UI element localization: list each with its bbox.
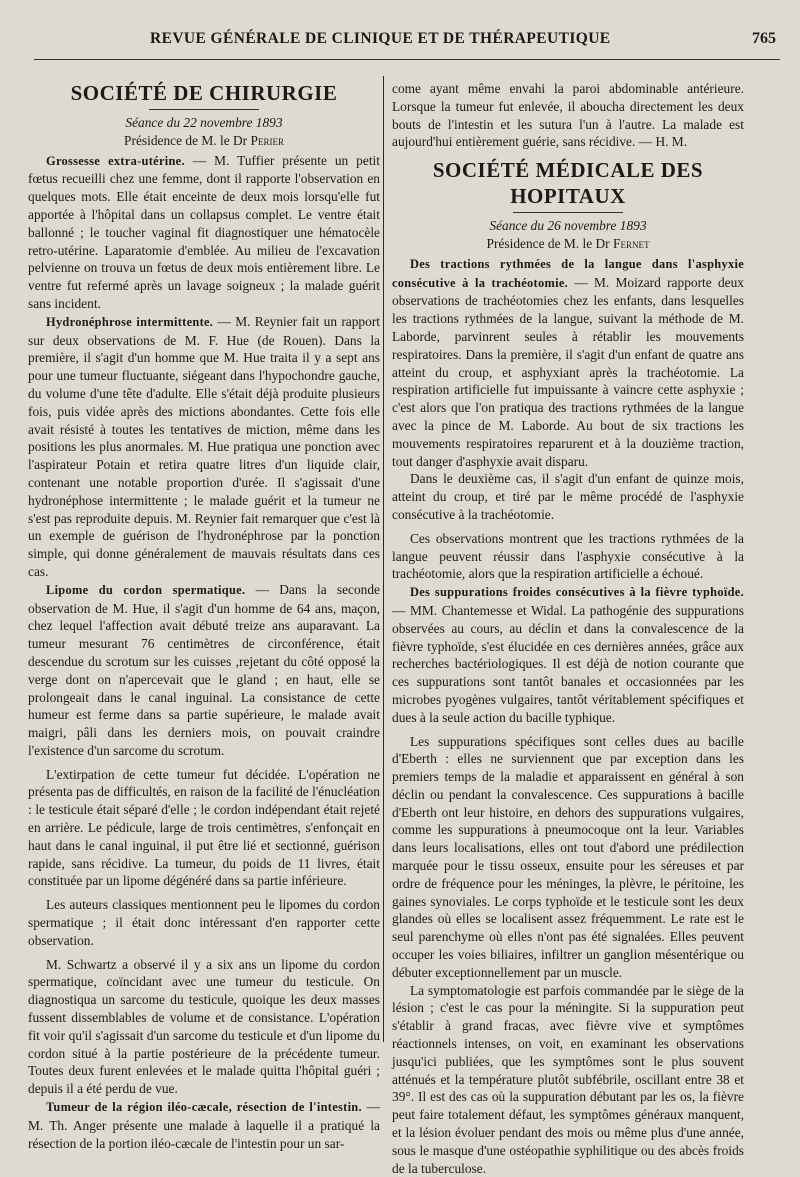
paragraph: Les suppurations spécifiques sont celles dues au bacille d'Eberth : elles ne surviennent que par exception dans les premiers temps de la maladie et apparaissent en général à son déclin ou pendant la convalescence. Ces suppurations à bacille d'Eberth ont leur histoire, en dehors des suppurations vulgaires, comme les suppurations à pneumocoque ont la leur. Variables dans leurs localisations, elles ont tout d'abord une prédilection marquée pour le tissu osseux, ensuite pour les séreuses et par ordre de fréquence pour les méninges, la plèvre, le péritoine, les gaines synoviales. Le corps typhoïde et le testicule sont les deux glandes où elles se localisent assez fréquemment. Le rate est le seul parenchyme où elles n'ont pas été signalées. Elles peuvent occuper les voies biliaires, infiltrer un ganglion mésentérique ou débuter exceptionnellement par un muscle. <box>392 733 744 980</box>
right-column <box>392 80 744 1176</box>
article-rubric: Hydronéphrose intermittente. <box>46 314 214 329</box>
seance-date: Séance du 26 novembre 1893 <box>489 218 647 234</box>
header-rule <box>34 59 780 60</box>
page-header <box>20 26 780 56</box>
article-suppurations: Des suppurations froides consécutives à la fièvre typhoïde. — MM. Chantemesse et Widal. La pathogénie des suppurations observées au cours, au déclin et dans la convalescence de la fièvre typhoïde, s'est élucidée en ces dernières années, grâce aux recherches bactériologiques. Il est déjà de notion courante que ces suppurations sont tantôt banales et occasionnées par les microbes pyogènes vulgaires, tantôt véritablement spécifiques et dues à la seule action du bacille typhique. <box>392 585 744 725</box>
paragraph: L'extirpation de cette tumeur fut décidée. L'opération ne présenta pas de difficultés, en raison de la facilité de l'énucléation : le testicule était séparé d'elle ; le cordon indépendant était rejeté en arrière. Le pédicule, large de trois centimètres, s'enfonçait en haut dans le canal inguinal, il put être lié et sectionné, guérison rapide, sans récidive. La tumeur, du poids de 11 livres, était constituée par un lipome dégénéré dans sa partie inférieure. <box>28 766 380 889</box>
page-number: 765 <box>752 30 776 47</box>
title-rule <box>149 109 259 110</box>
presidence-line: Présidence de M. le Dr Perier <box>124 132 284 148</box>
paragraph: M. Schwartz a observé il y a six ans un lipome du cordon spermatique, coïncidant avec une tumeur du testicule. On diagnostiqua un sarcome du testicule, quoique les deux masses fussent dissemblables de volume et de consistance. L'opération fit voir qu'il s'agissait d'un sarcome du testicule et d'un lipome du cordon situé à la partie postérieure de la précédente tumeur. Toutes deux furent enlevées et le malade quitta l'hôpital guéri ; depuis il a été perdu de vue. <box>28 956 380 1097</box>
society-title-hopitaux: SOCIÉTÉ MÉDICALE DES HOPITAUX <box>432 158 704 209</box>
article-tractions: Des tractions rythmées de la langue dans l'asphyxie consécutive à la trachéotomie. — M. Moizard rapporte deux observations de trachéotomies chez les enfants, dans lesquelles les tractions rythmées de la langue, suivant la méthode de M. Laborde, parvinrent seules à rétablir les mouvements respiratoires. Dans la première, il s'agit d'un enfant de quatre ans atteint du croup, et asphyxiant après la trachéotomie. La respiration artificielle fut impuissante à vaincre cette asphyxie ; c'est alors que l'on pratiqua des tractions rythmées de la langue avec la pince de M. Laborde. Au bout de six tractions les mouvements respiratoires reparurent et à la douzième traction, tout danger d'asphyxie avait disparu. <box>392 256 744 469</box>
paragraph: La symptomatologie est parfois commandée par le siège de la lésion ; c'est le cas pour la méningite. Si la suppuration peut s'établir à grand fracas, avec fièvre vive et symptômes réactionnels intenses, on voit, en examinant les observations jusqu'ici publiées, que les symptômes sont le plus souvent atténués et la température plutôt subfébrile, oscillant entre 38 et 39°. Il est des cas où la suppuration débutant par les os, la fièvre peut faire totalement défaut, les symptômes généraux manquent, et la lésion évoluer pendant des mois ou même plus d'une année, sous le masque d'une ostéopathie syphilitique ou des abcès froids de la tuberculose. <box>392 982 744 1176</box>
article-rubric: Des tractions rythmées de la langue dans l'asphyxie consécutive à la trachéotomie. <box>392 256 744 290</box>
column-divider <box>383 76 384 1042</box>
paragraph: Ces observations montrent que les tractions rythmées de la langue peuvent réussir dans l'asphyxie consécutive à la trachéotomie, alors que la respiration artificielle a échoué. <box>392 530 744 582</box>
article-lipome: Lipome du cordon spermatique. — Dans la seconde observation de M. Hue, il s'agit d'un homme de 64 ans, maçon, chez lequel l'affection avait débuté treize ans auparavant. La tumeur mesurant 76 centimètres de circonférence, était descendue du scrotum sur les cuisses ,rejetant du côté opposé la verge dont on n'apercevait que le gland ; en haut, elle se prolongeait dans le canal inguinal. La consistance de cette humeur est ferme dans sa partie supérieure, le malade avait maigri, pâli dans les derniers mois, on pouvait craindre l'existence d'un sarcome du scrotum. <box>28 581 381 758</box>
article-rubric: Lipome du cordon spermatique. <box>46 582 246 597</box>
president-name: Perier <box>250 132 284 148</box>
president-name: Fernet <box>613 235 650 251</box>
article-grossesse: Grossesse extra-utérine. — M. Tuffier présente un petit fœtus recueilli chez une femme, dont il rapporte l'observation en quelques mots. Elle était enceinte de deux mois lorsqu'elle fut apportée à l'hôpital dans un collapsus complet. Le ventre était ballonné ; le toucher vaginal fit diagnostiquer une hématocèle retro-utérine. Laparatomie d'emblée. Au milieu de l'excavation pelvienne on trouva un fœtus de deux mois entièrement libre. Le ventre fut refermé après un lavage soigneux ; la malade guérit sans incident. <box>28 152 380 311</box>
article-tumeur-ileo-caecale: Tumeur de la région iléo-cæcale, résection de l'intestin. — M. Th. Anger présente une malade à laquelle il a pratiqué la résection de la portion iléo-cæcale de l'intestin pour un sar- <box>28 1099 380 1151</box>
article-rubric: Des suppurations froides consécutives à la fièvre typhoïde. <box>410 585 744 600</box>
continuation-paragraph: come ayant même envahi la paroi abdominable antérieure. Lorsque la tumeur fut enlevée, il aboucha directement les deux bouts de l'intestin et les sutura l'un à l'autre. La malade est aujourd'hui entièrement guérie, sans récidive. — H. M. <box>392 81 744 150</box>
left-column <box>28 80 381 1151</box>
presidence-line: Présidence de M. le Dr Fernet <box>486 235 650 251</box>
article-rubric: Grossesse extra-utérine. <box>46 153 185 168</box>
society-title-chirurgie: SOCIÉTÉ DE CHIRURGIE <box>70 81 338 105</box>
seance-date: Séance du 22 novembre 1893 <box>125 115 283 130</box>
running-title: REVUE GÉNÉRALE DE CLINIQUE ET DE THÉRAPEUTIQUE <box>150 30 611 47</box>
paragraph: Dans le deuxième cas, il s'agit d'un enfant de quinze mois, atteint du croup, et tiré par le même procédé de l'asphyxie consécutive à la trachéotomie. <box>392 471 744 522</box>
article-rubric: Tumeur de la région iléo-cæcale, résection de l'intestin. <box>46 1100 362 1115</box>
article-hydronephrose: Hydronéphrose intermittente. — M. Reynier fait un rapport sur deux observations de M. F. Hue (de Rouen). Dans la première, il s'agit d'un homme que M. Hue traita il y a sept ans pour une tumeur fluctuante, siégeant dans l'hypochondre gauche, du volume d'une tête d'adulte. Elle s'était déjà produite plusieurs fois, puis vidée après des mictions abondantes. Cette fois elle avait résisté à toutes les tentatives de miction, même dans les positions les plus anormales. M. Hue pratiqua une ponction avec l'aspirateur Potain et retira quatre litres d'un liquide clair, contenant une notable proportion d'urée. Il s'agissait d'une hydronéphose intermittente ; le malade guérit et la tumeur ne s'est pas reproduite depuis. M. Reynier fait remarquer que c'est là un exemple de guérison de l'hydronéphrose par la ponction simple, qui donne généralement de mauvais résultats dans ces cas. <box>28 313 380 579</box>
paragraph: Les auteurs classiques mentionnent peu le lipomes du cordon spermatique ; il était donc intéressant d'en rapporter cette observation. <box>28 897 380 948</box>
title-rule <box>513 212 623 213</box>
